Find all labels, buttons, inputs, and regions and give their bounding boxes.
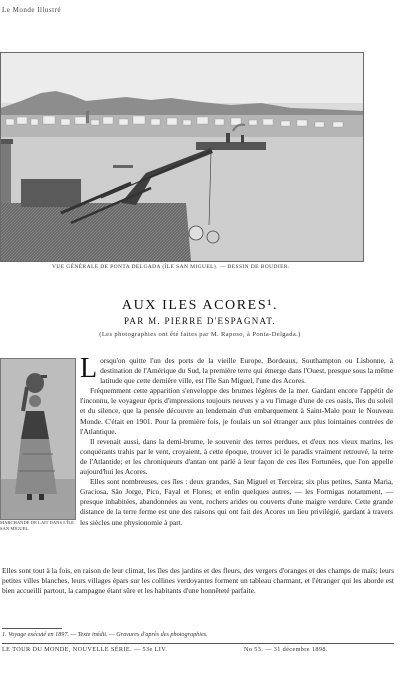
top-note: Le Monde Illustré xyxy=(2,6,62,14)
milk-seller-illustration xyxy=(1,359,75,519)
paragraph-1: Lorsqu'on quitte l'un des ports de la vieille Europe, Bordeaux, Southampton ou Lisbonne, à destination de l'Amérique du Sud, la première terre qui émerge dans l'Ouest, presque sous la même latitude que cette dernière ville, est l'île San Miguel, l'une des Acores. xyxy=(80,353,393,386)
milk-seller-photo xyxy=(0,358,76,520)
article-title: AUX ILES ACORES¹. xyxy=(121,298,279,313)
article-body-continued xyxy=(2,566,394,596)
footer-series: LE TOUR DU MONDE, NOUVELLE SÉRIE. — 53e LIV. xyxy=(2,646,168,653)
article-byline: PAR M. PIERRE D'ESPAGNAT. xyxy=(123,316,277,326)
paragraph-2: Fréquemment cette apparition s'enveloppe des brumes légères de la mer. Gardant encore l'appétit de l'inconnu, le voyageur épris d'impressions toujours neuves y a vu l'image d'une de ces oasis, îles du soleil et du silence, que la pensée découvre au lendemain d'un embarquement à Saint-Malo pour le Nouveau Monde. C'était en 1901. Pour la première fois, je foulais un sol étranger aux plus lointaines contrées de l'Atlantique. xyxy=(80,386,393,436)
footnote-divider xyxy=(2,628,62,629)
dropcap: L xyxy=(80,353,98,384)
article-body xyxy=(80,353,393,528)
paragraph-3: Il revenait aussi, dans la demi-brume, le souvenir des terres perdues, et d'eux nos vieux marins, les conquérants trahis par le vent, croyaient, à cette époque, trouver ici le paradis vraiment retrouvé, la terre de l'Atlantide; et les chroniqueurs d'antan ont parlé à leur façon de ces îles Fortunées, que l'on appelle aujourd'hui les Acores. xyxy=(80,436,393,477)
paragraph-4: Elles sont nombreuses, ces îles : deux grandes, San Miguel et Terceira; six plus petites, Santa Maria, Graciosa, São Jorge, Pico, Fayal et Flores; et enfin quelques autres, — les Formigas notamment, — presque inhabitées, abandonnées au vent, rochers arides ou couverts d'une maigre verdure. Cette grande distance de la terre ferme est une des raisons qui ont fait des Acores un lieu privilégié, gardant à travers les siècles une physionomie à part. xyxy=(80,477,393,527)
footnote: 1. Voyage exécuté en 1897. — Texte inédit. — Gravures d'après des photographies. xyxy=(2,631,208,638)
engraving-caption: VUE GÉNÉRALE DE PONTA DELGADA (ÎLE SAN MIGUEL). — DESSIN DE BOUDIER. xyxy=(52,264,290,270)
harbour-engraving xyxy=(0,52,364,262)
paragraph-tail: Elles sont tout à la fois, en raison de leur climat, les îles des jardins et des fleurs, des vergers d'oranges et des champs de maïs; leurs petites villes blanches, leurs villages épars sur les collines verdoyantes forment un tableau charmant, et l'étranger qui les aborde est bien accueilli partout, la campagne étant sûre et les habitants d'une honnêteté parfaite. xyxy=(2,566,394,596)
article-photo-credit: (Les photographies ont été faites par M. Raposo, à Ponta-Delgada.) xyxy=(99,331,301,338)
harbour-illustration xyxy=(1,53,363,261)
footer-divider xyxy=(2,643,394,644)
figure-caption: MARCHANDE DE LAIT DANS L'ÎLE SAN MIGUEL. xyxy=(0,520,74,531)
footer-issue: No 53. — 31 décembre 1898. xyxy=(244,646,328,653)
